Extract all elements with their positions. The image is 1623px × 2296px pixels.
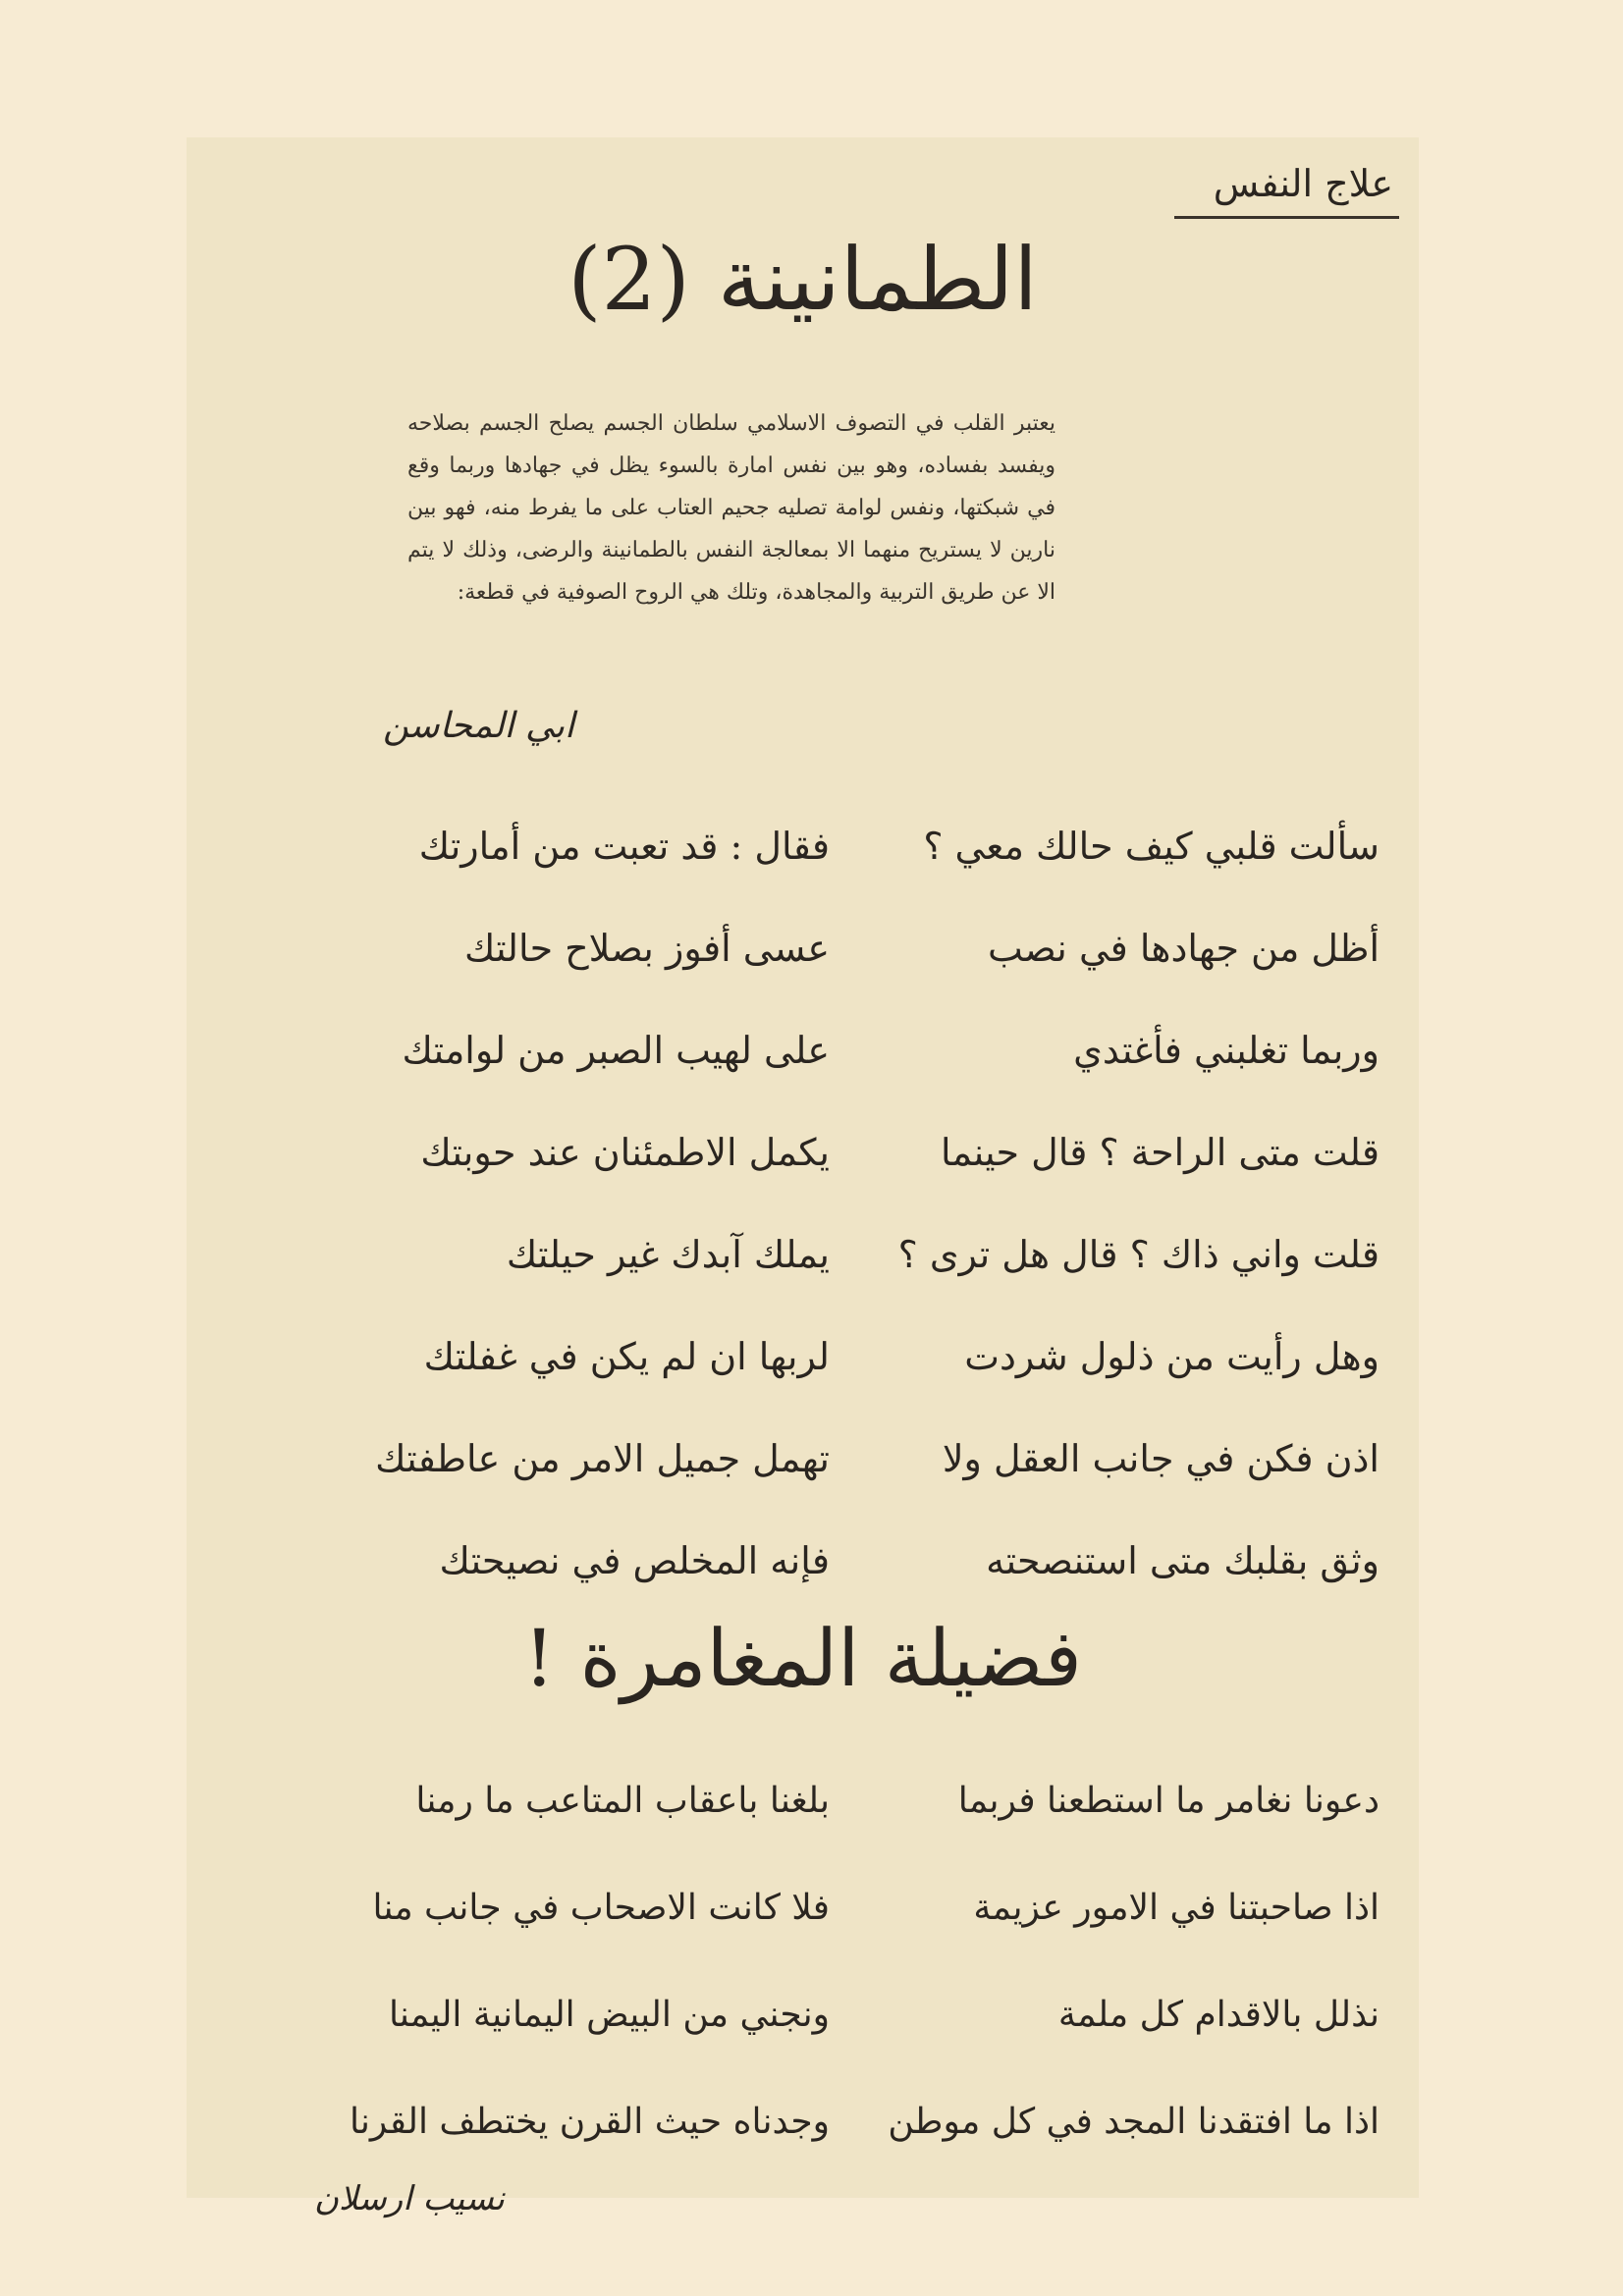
verse-second-hemistich: ونجني من البيض اليمانية اليمنا [388,1995,830,2035]
verse-second-hemistich: وجدناه حيث القرن يختطف القرنا [349,2102,830,2142]
verse-first-hemistich: دعونا نغامر ما استطعنا فربما [957,1781,1380,1821]
poem-2 [187,1747,1419,2175]
verse [187,897,1419,999]
verse-second-hemistich: فلا كانت الاصحاب في جانب منا [372,1888,830,1928]
verse-first-hemistich: اذا صاحبتنا في الامور عزيمة [973,1888,1380,1928]
verse [187,2068,1419,2175]
verse-second-hemistich: عسى أفوز بصلاح حالتك [463,927,830,970]
verse-second-hemistich: على لهيب الصبر من لوامتك [402,1029,830,1072]
verse-first-hemistich: وثق بقلبك متى استنصحته [986,1539,1380,1582]
verse-second-hemistich: يكمل الاطمئنان عند حوبتك [420,1131,830,1174]
verse-second-hemistich: لربها ان لم يكن في غفلتك [423,1335,830,1378]
author-signature: نسيب ارسلان [314,2179,505,2218]
verse-first-hemistich: سألت قلبي كيف حالك معي ؟ [923,825,1380,868]
second-poem-title: فضيلة المغامرة ! [523,1613,1082,1704]
verse-second-hemistich: يملك آبدك غير حيلتك [506,1233,830,1276]
verse [187,1101,1419,1203]
verse-first-hemistich: اذن فكن في جانب العقل ولا [942,1437,1380,1480]
verse [187,795,1419,897]
verse [187,1854,1419,1961]
verse [187,1203,1419,1306]
verse [187,1306,1419,1408]
magazine-page [187,137,1419,2218]
verse-second-hemistich: بلغنا باعقاب المتاعب ما رمنا [415,1781,830,1821]
verse-first-hemistich: وهل رأيت من ذلول شردت [964,1335,1380,1378]
verse [187,1408,1419,1510]
verse-first-hemistich: قلت متى الراحة ؟ قال حينما [941,1131,1380,1174]
verse [187,999,1419,1101]
page-title: الطمانينة (2) [568,229,1038,330]
verse-first-hemistich: نذلل بالاقدام كل ملمة [1057,1995,1380,2035]
intro-author: ابي المحاسن [383,706,575,746]
verse-first-hemistich: اذا ما افتقدنا المجد في كل موطن [888,2102,1380,2142]
verse-first-hemistich: قلت واني ذاك ؟ قال هل ترى ؟ [897,1233,1380,1276]
verse [187,1747,1419,1854]
verse-first-hemistich: أظل من جهادها في نصب [988,927,1380,970]
poem-1 [187,795,1419,1612]
verse [187,1961,1419,2068]
verse-second-hemistich: فإنه المخلص في نصيحتك [439,1539,830,1582]
verse-second-hemistich: فقال : قد تعبت من أمارتك [418,825,830,868]
intro-paragraph: يعتبر القلب في التصوف الاسلامي سلطان الجسم يصلح الجسم بصلاحه ويفسد بفساده، وهو بين نفس امارة بالسوء يظل في جهادها وربما وقع في شبكتها، ونفس لوامة تصليه جحيم العتاب على ما يفرط منه، فهو بين نارين لا يستريح منهما الا بمعالجة النفس بالطمانينة والرضى، وذلك لا يتم الا عن طريق التربية والمجاهدة، وتلك هي الروح الصوفية في قطعة: [407,411,1055,605]
verse-second-hemistich: تهمل جميل الامر من عاطفتك [375,1437,830,1480]
section-label: علاج النفس [1174,157,1399,219]
verse-first-hemistich: وربما تغلبني فأغتدي [1073,1029,1380,1072]
